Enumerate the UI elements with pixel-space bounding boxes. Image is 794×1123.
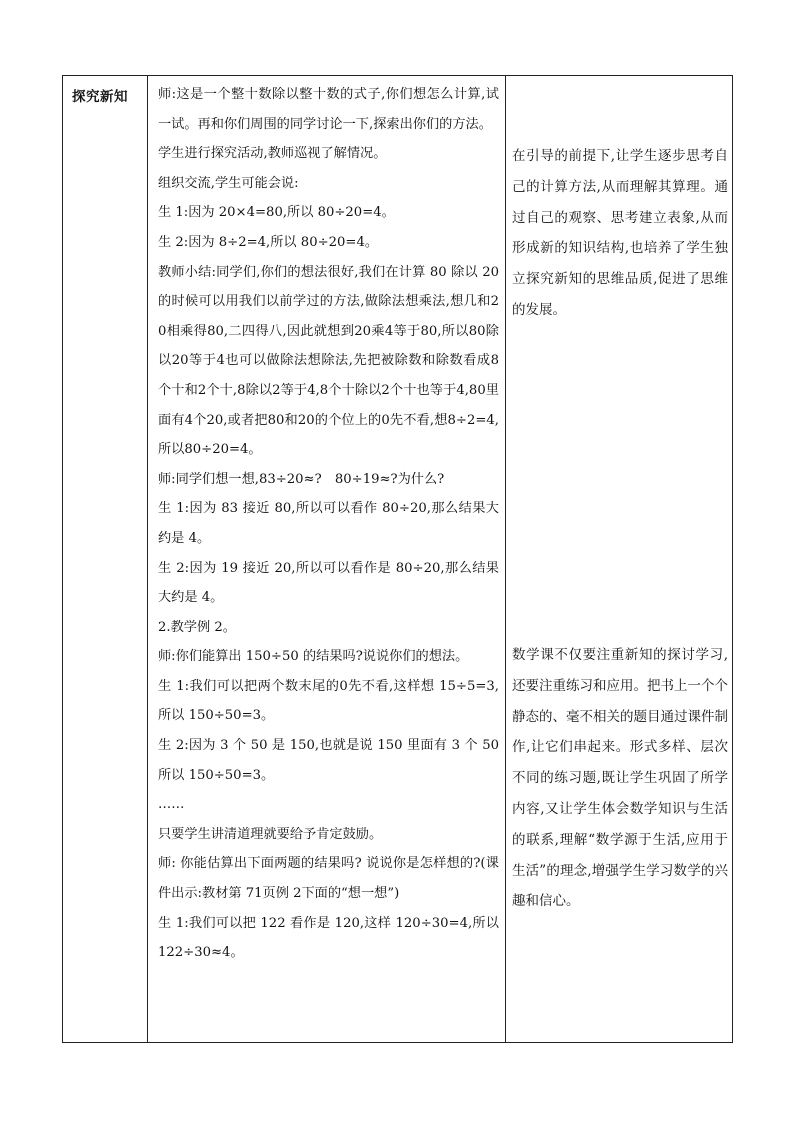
design-intent-text: [506, 76, 732, 1042]
paragraph: 教师小结:同学们,你们的想法很好,我们在计算 80 除以 20 的时候可以用我们以前学过的方法,做除法想乘法,想几和20相乘得80,二四得八,因此就想到20乘4等于80,所以80除以20等于4也可以做除法想除法,先把被除数和除数看成8个十和2个十,8除以2等于4,8个十除以2个十也等于4,80里面有4个20,或者把80和20的个位上的0先不看,想8÷2=4,所以80÷20=4。: [158, 264, 499, 458]
paragraph: 生 1:因为 83 接近 80,所以可以看作 80÷20,那么结果大约是 4。: [158, 501, 499, 546]
note-paragraph: 数学课不仅要注重新知的探讨学习,还要注重练习和应用。把书上一个个静态的、毫不相关的题目通过课件制作,让它们串起来。形式多样、层次不同的练习题,既让学生巩固了所学内容,又让学生体会数学知识与生活的联系,理解“数学源于生活,应用于生活”的理念,增强学生学习数学的兴趣和信心。: [512, 647, 728, 910]
paragraph: 生 1:我们可以把两个数末尾的0先不看,这样想 15÷5=3,所以 150÷50=3。: [158, 678, 499, 724]
paragraph: 2.教学例 2。: [158, 619, 236, 635]
paragraph: ……: [158, 797, 185, 813]
paragraph: 只要学生讲清道理就要给予肯定鼓励。: [158, 826, 383, 842]
note-paragraph: 在引导的前提下,让学生逐步思考自己的计算方法,从而理解其算理。通过自己的观察、思考建立表象,从而形成新的知识结构,也培养了学生独立探究新知的思维品质,促进了思维的发展。: [512, 148, 728, 318]
stage-label: 探究新知: [72, 89, 128, 105]
paragraph: 生 1:因为 20×4=80,所以 80÷20=4。: [158, 205, 395, 221]
paragraph: 师: 你能估算出下面两题的结果吗? 说说你是怎样想的?(课件出示:教材第 71页例 2下面的“想一想”): [158, 856, 499, 902]
paragraph: 生 2:因为 3 个 50 是 150,也就是说 150 里面有 3 个 50所以 150÷50=3。: [158, 738, 499, 783]
paragraph: 生 2:因为 8÷2=4,所以 80÷20=4。: [158, 234, 379, 250]
paragraph: 生 1:我们可以把 122 看作是 120,这样 120÷30=4,所以 122÷30≈4。: [158, 915, 499, 961]
paragraph: 师:你们能算出 150÷50 的结果吗?说说你们的想法。: [158, 649, 469, 665]
teaching-process-cell: [148, 76, 506, 1043]
paragraph: 学生进行探究活动,教师巡视了解情况。: [158, 146, 387, 162]
stage-cell: [63, 76, 148, 1043]
paragraph: 组织交流,学生可能会说:: [158, 175, 299, 191]
lesson-plan-table: [62, 75, 733, 1043]
design-intent-cell: [506, 76, 733, 1043]
teaching-process-text: [148, 76, 505, 968]
paragraph: 师:这是一个整十数除以整十数的式子,你们想怎么计算,试一试。再和你们周围的同学讨论一下,探索出你们的方法。: [158, 87, 499, 132]
table-row: [63, 76, 733, 1043]
paragraph: 生 2:因为 19 接近 20,所以可以看作是 80÷20,那么结果大约是 4。: [158, 560, 499, 606]
paragraph: 师:同学们想一想,83÷20≈? 80÷19≈?为什么?: [158, 471, 445, 487]
